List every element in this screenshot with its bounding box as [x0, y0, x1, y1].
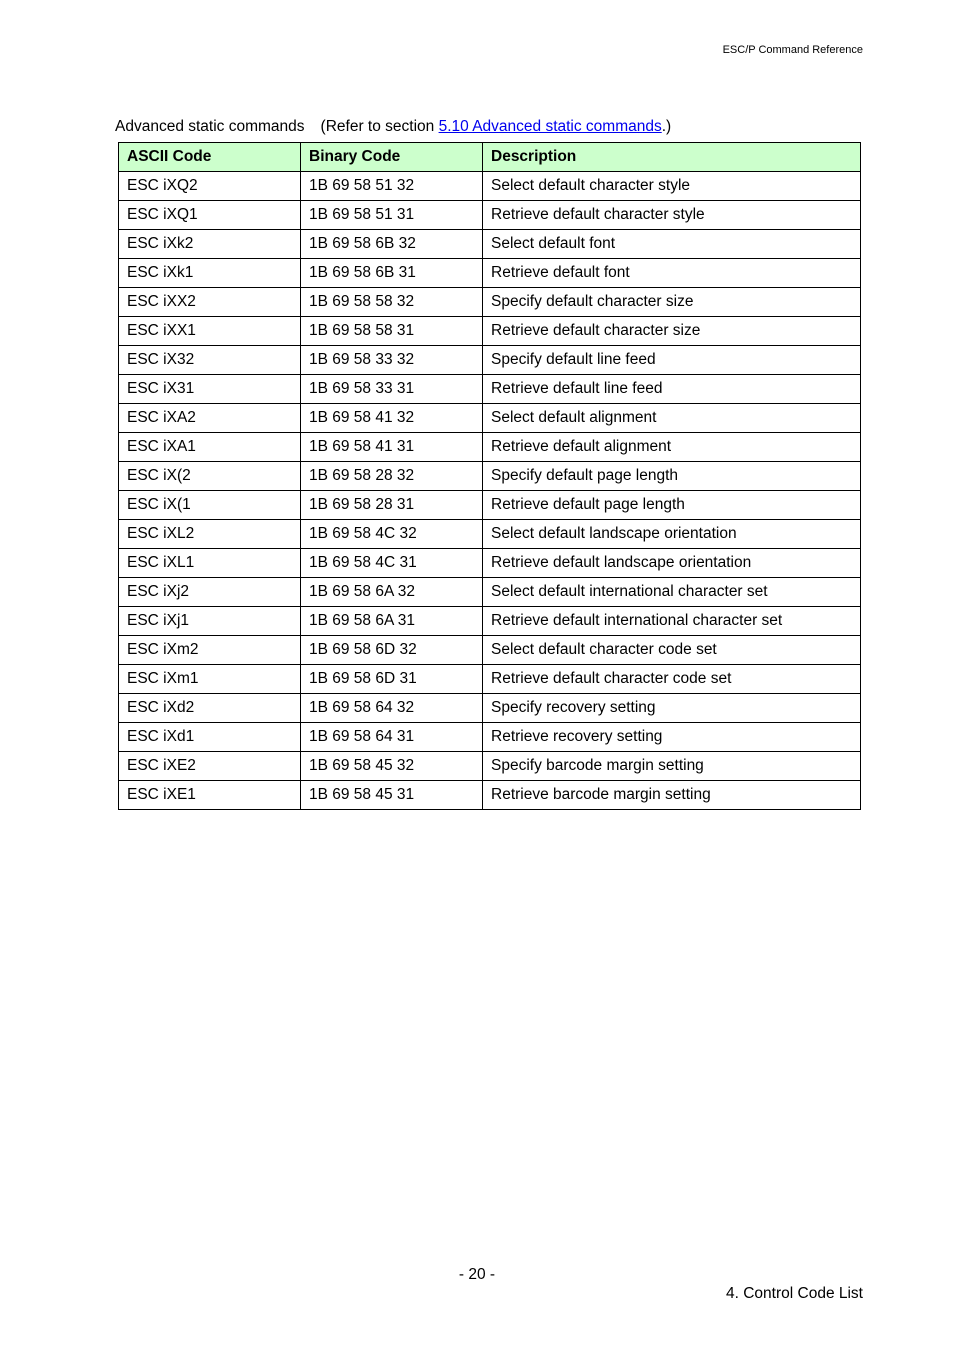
table-row — [119, 607, 861, 636]
ascii-code-cell: ESC iXd2 — [119, 694, 301, 723]
table-row — [119, 462, 861, 491]
binary-code-cell: 1B 69 58 45 32 — [301, 752, 483, 781]
binary-code-cell: 1B 69 58 33 32 — [301, 346, 483, 375]
description-cell: Retrieve default character code set — [483, 665, 861, 694]
ascii-code-cell: ESC iXA2 — [119, 404, 301, 433]
table-caption — [115, 118, 671, 136]
caption-title: Advanced static commands — [115, 118, 305, 135]
table-row — [119, 636, 861, 665]
ascii-code-cell: ESC iXE2 — [119, 752, 301, 781]
table-row — [119, 433, 861, 462]
binary-code-cell: 1B 69 58 51 31 — [301, 201, 483, 230]
table-row — [119, 201, 861, 230]
table-row — [119, 723, 861, 752]
ascii-code-cell: ESC iXj2 — [119, 578, 301, 607]
header-ascii-code: ASCII Code — [119, 143, 301, 172]
caption-refer-suffix: .) — [661, 118, 672, 135]
ascii-code-cell: ESC iX31 — [119, 375, 301, 404]
description-cell: Retrieve default line feed — [483, 375, 861, 404]
ascii-code-cell: ESC iX(1 — [119, 491, 301, 520]
binary-code-cell: 1B 69 58 6A 31 — [301, 607, 483, 636]
ascii-code-cell: ESC iXQ1 — [119, 201, 301, 230]
ascii-code-cell: ESC iXL2 — [119, 520, 301, 549]
description-cell: Specify default character size — [483, 288, 861, 317]
description-cell: Specify barcode margin setting — [483, 752, 861, 781]
binary-code-cell: 1B 69 58 64 32 — [301, 694, 483, 723]
description-cell: Retrieve default international character set — [483, 607, 861, 636]
table-row — [119, 752, 861, 781]
table-row — [119, 375, 861, 404]
binary-code-cell: 1B 69 58 6B 31 — [301, 259, 483, 288]
binary-code-cell: 1B 69 58 6D 31 — [301, 665, 483, 694]
description-cell: Retrieve default alignment — [483, 433, 861, 462]
binary-code-cell: 1B 69 58 4C 31 — [301, 549, 483, 578]
table-row — [119, 694, 861, 723]
ascii-code-cell: ESC iXE1 — [119, 781, 301, 810]
ascii-code-cell: ESC iXX2 — [119, 288, 301, 317]
binary-code-cell: 1B 69 58 33 31 — [301, 375, 483, 404]
table-row — [119, 491, 861, 520]
description-cell: Select default character code set — [483, 636, 861, 665]
description-cell: Retrieve default page length — [483, 491, 861, 520]
ascii-code-cell: ESC iX(2 — [119, 462, 301, 491]
description-cell: Specify default line feed — [483, 346, 861, 375]
description-cell: Select default font — [483, 230, 861, 259]
description-cell: Retrieve barcode margin setting — [483, 781, 861, 810]
ascii-code-cell: ESC iXj1 — [119, 607, 301, 636]
description-cell: Select default character style — [483, 172, 861, 201]
description-cell: Specify default page length — [483, 462, 861, 491]
table-row — [119, 549, 861, 578]
table-row — [119, 259, 861, 288]
page-number: - 20 - — [458, 1266, 496, 1283]
description-cell: Retrieve default landscape orientation — [483, 549, 861, 578]
binary-code-cell: 1B 69 58 6A 32 — [301, 578, 483, 607]
description-cell: Select default international character set — [483, 578, 861, 607]
ascii-code-cell: ESC iXA1 — [119, 433, 301, 462]
table-row — [119, 230, 861, 259]
header-binary-code: Binary Code — [301, 143, 483, 172]
ascii-code-cell: ESC iXk1 — [119, 259, 301, 288]
table-row — [119, 288, 861, 317]
ascii-code-cell: ESC iXL1 — [119, 549, 301, 578]
table-row — [119, 404, 861, 433]
binary-code-cell: 1B 69 58 58 32 — [301, 288, 483, 317]
binary-code-cell: 1B 69 58 45 31 — [301, 781, 483, 810]
ascii-code-cell: ESC iXm1 — [119, 665, 301, 694]
running-header: ESC/P Command Reference — [722, 44, 863, 56]
table-row — [119, 520, 861, 549]
binary-code-cell: 1B 69 58 64 31 — [301, 723, 483, 752]
ascii-code-cell: ESC iXQ2 — [119, 172, 301, 201]
description-cell: Retrieve default character style — [483, 201, 861, 230]
section-link[interactable]: 5.10 Advanced static commands — [438, 118, 662, 135]
section-footer: 4. Control Code List — [726, 1285, 863, 1302]
description-cell: Select default landscape orientation — [483, 520, 861, 549]
binary-code-cell: 1B 69 58 58 31 — [301, 317, 483, 346]
caption-refer-prefix: (Refer to section — [320, 118, 439, 135]
description-cell: Retrieve default character size — [483, 317, 861, 346]
table-row — [119, 781, 861, 810]
description-cell: Retrieve default font — [483, 259, 861, 288]
ascii-code-cell: ESC iXm2 — [119, 636, 301, 665]
ascii-code-cell: ESC iXk2 — [119, 230, 301, 259]
binary-code-cell: 1B 69 58 41 31 — [301, 433, 483, 462]
binary-code-cell: 1B 69 58 4C 32 — [301, 520, 483, 549]
header-description: Description — [483, 143, 861, 172]
table-header-row — [119, 143, 861, 172]
table-row — [119, 172, 861, 201]
command-table — [118, 142, 861, 810]
description-cell: Select default alignment — [483, 404, 861, 433]
description-cell: Specify recovery setting — [483, 694, 861, 723]
table-row — [119, 578, 861, 607]
ascii-code-cell: ESC iXX1 — [119, 317, 301, 346]
table-row — [119, 317, 861, 346]
binary-code-cell: 1B 69 58 6B 32 — [301, 230, 483, 259]
binary-code-cell: 1B 69 58 51 32 — [301, 172, 483, 201]
binary-code-cell: 1B 69 58 6D 32 — [301, 636, 483, 665]
description-cell: Retrieve recovery setting — [483, 723, 861, 752]
table-row — [119, 346, 861, 375]
ascii-code-cell: ESC iXd1 — [119, 723, 301, 752]
binary-code-cell: 1B 69 58 28 32 — [301, 462, 483, 491]
table-row — [119, 665, 861, 694]
ascii-code-cell: ESC iX32 — [119, 346, 301, 375]
binary-code-cell: 1B 69 58 28 31 — [301, 491, 483, 520]
binary-code-cell: 1B 69 58 41 32 — [301, 404, 483, 433]
